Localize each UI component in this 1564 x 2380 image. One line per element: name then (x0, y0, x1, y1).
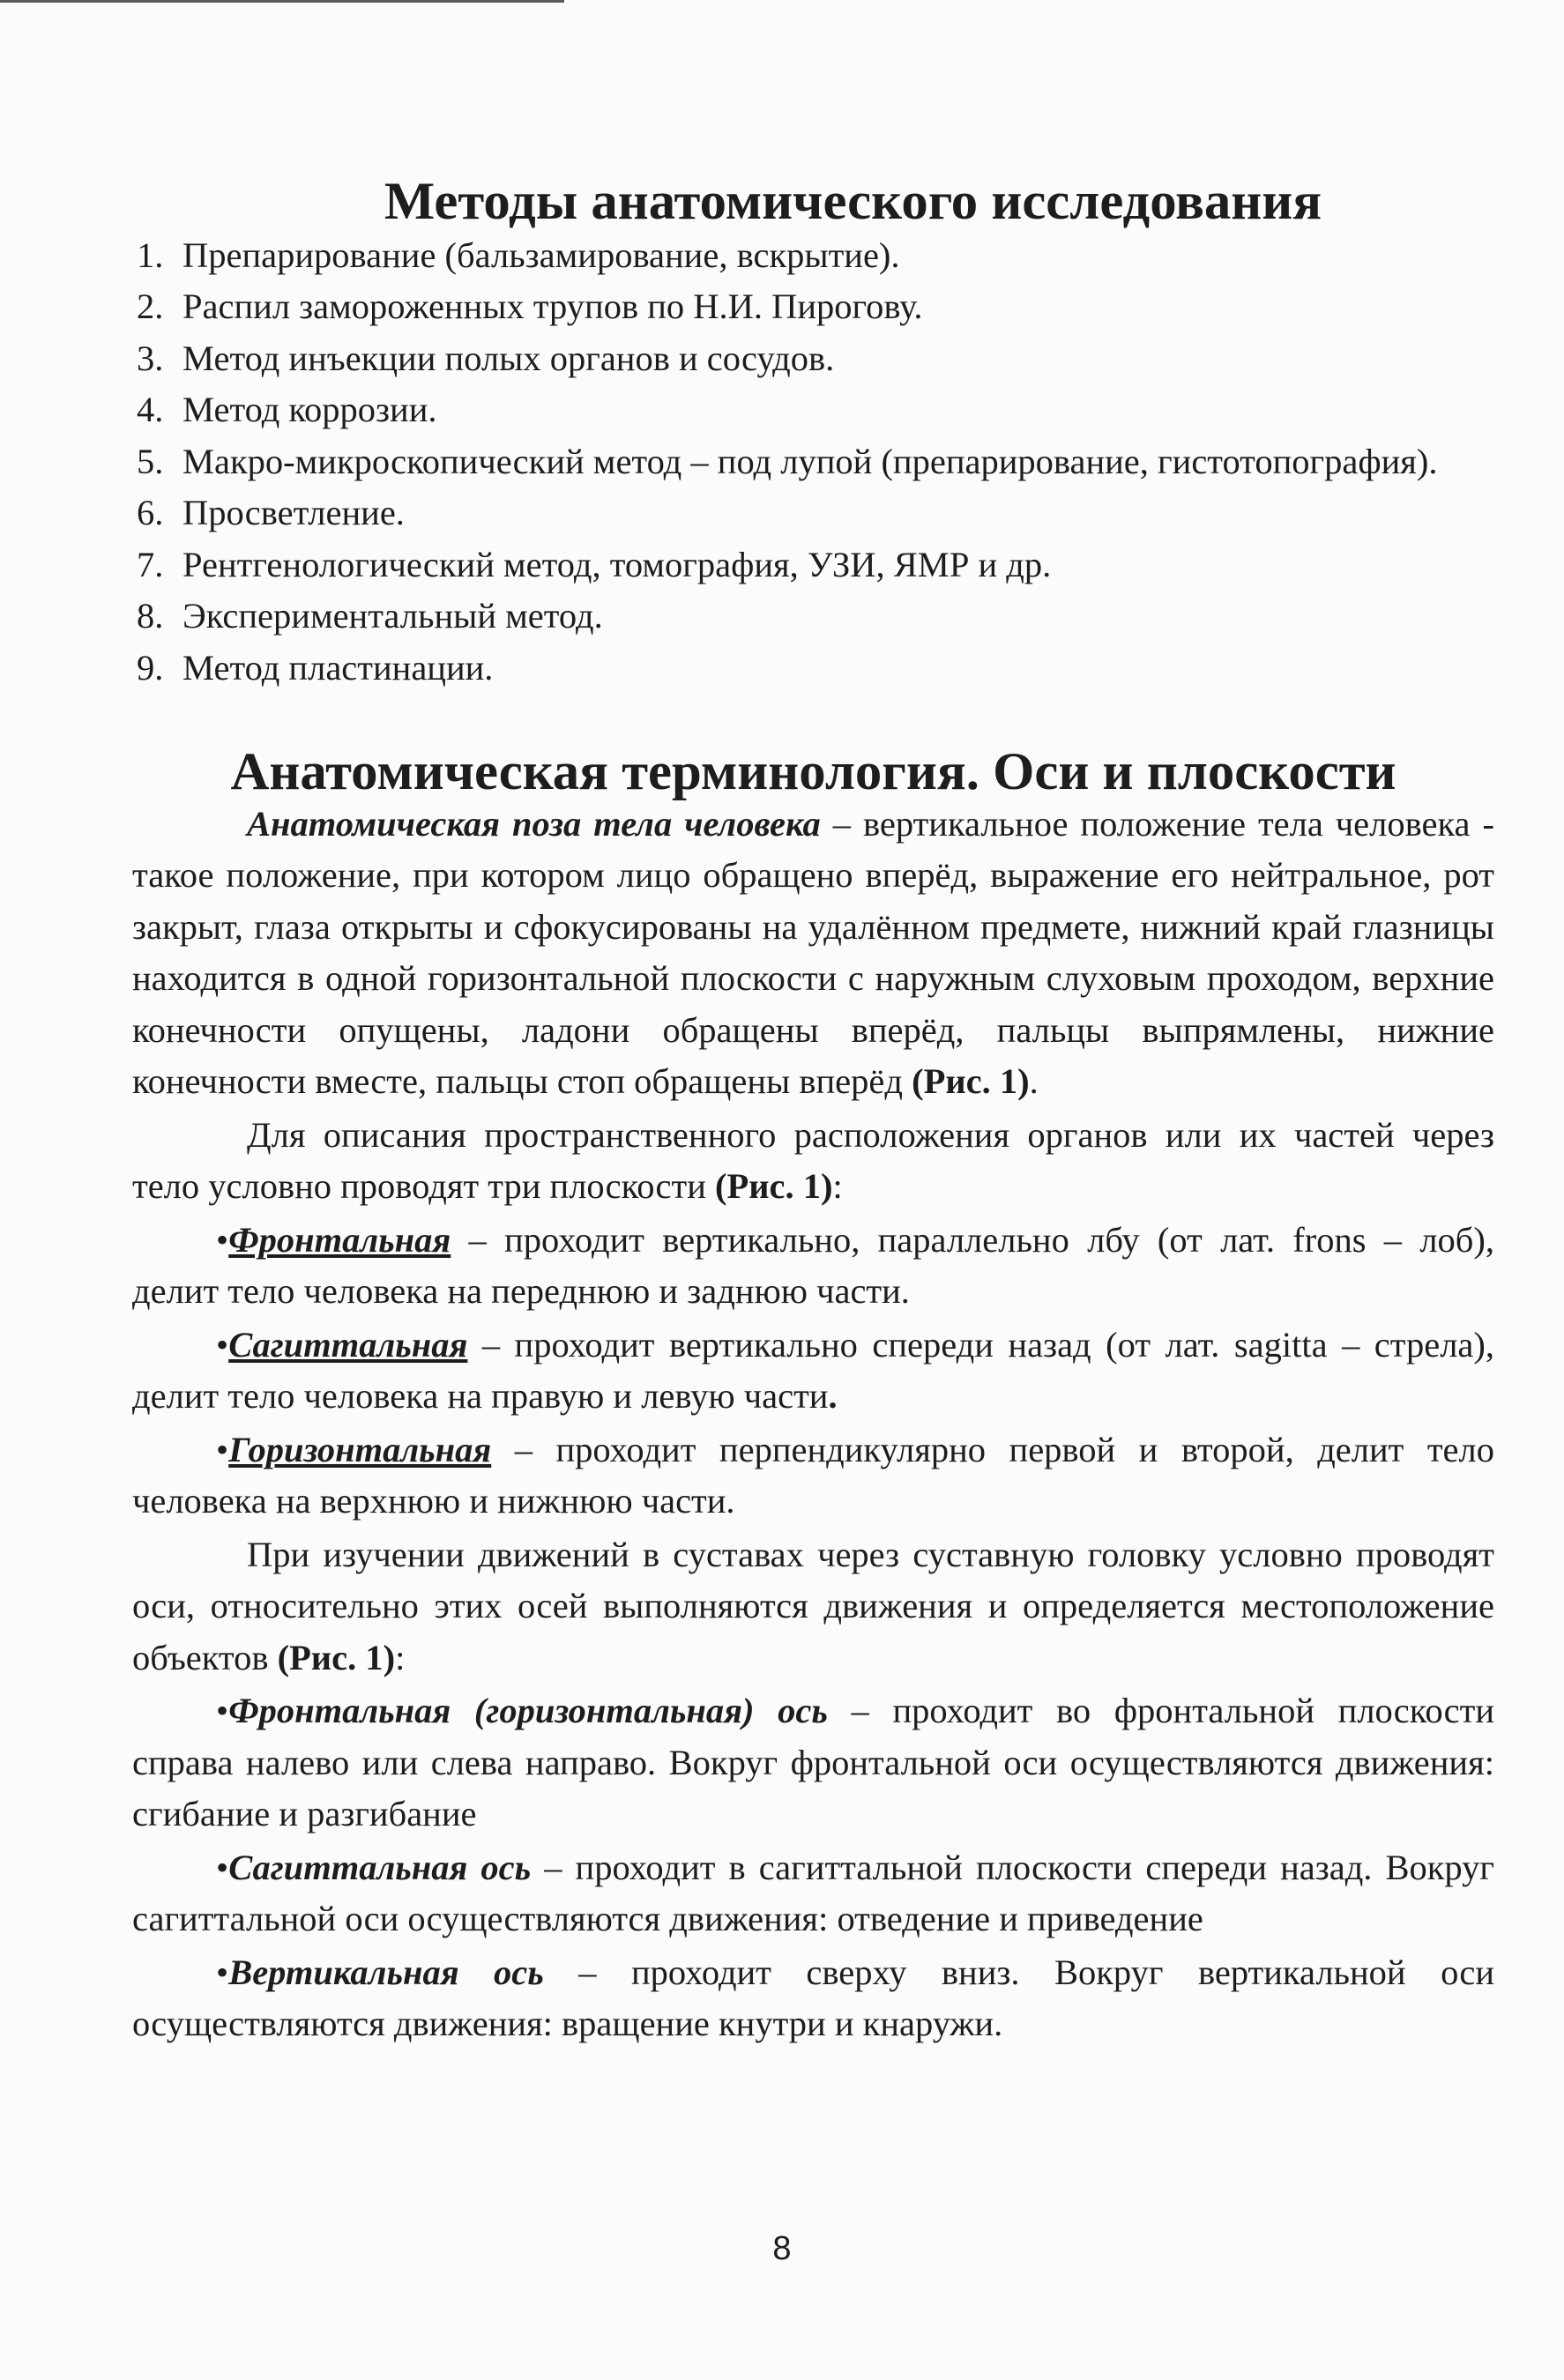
term: Вертикальная ось (228, 1952, 544, 1992)
paragraph-text: – вертикальное положение тела человека - такое положение, при котором лицо обращено вперёд, выражение его нейтральное, рот закрыт, глаза открыты и сфокусированы на удалённом предмете, нижний край глазницы находится в одной горизонтальной плоскости с наружным слуховым проходом, верхние конечности опущены, ладони обращены вперёд, пальцы выпрямлены, нижние конечности вместе, пальцы стоп обращены вперёд (132, 803, 1494, 1101)
paragraph-text: Для описания пространственного расположения органов или их частей через тело условно проводят три плоскости (132, 1114, 1494, 1206)
figure-ref: (Рис. 1) (715, 1166, 833, 1206)
paragraph-text: – проходит во фронтальной плоскости справа налево или слева направо. Вокруг фронтальной оси осуществляются движения: сгибание и разгибание (132, 1691, 1494, 1833)
page-body (132, 172, 1494, 2050)
paragraph-text: – проходит вертикально спереди назад (от лат. sagitta – стрела), делит тело человека на правую и левую части (132, 1324, 1494, 1416)
bullet-icon: • (216, 1847, 229, 1887)
item-number: 6. (137, 493, 164, 532)
axis-frontal (132, 1685, 1494, 1841)
item-text: Экспериментальный метод. (182, 596, 603, 636)
item-text: Препарирование (бальзамирование, вскрытие). (182, 234, 900, 275)
paragraph-text: При изучении движений в суставах через суставную головку условно проводят оси, относительно этих осей выполняются движения и определяется местоположение объектов (132, 1534, 1494, 1677)
bullet-icon: • (216, 1691, 229, 1730)
methods-list (132, 230, 1494, 695)
list-item (137, 384, 1494, 436)
item-text: Рентгенологический метод, томография, УЗИ, ЯМР и др. (182, 544, 1052, 584)
item-number: 1. (137, 234, 164, 275)
term: Сагиттальная (228, 1324, 468, 1365)
axis-sagittal (132, 1842, 1494, 1945)
list-item (137, 487, 1494, 539)
list-item (137, 643, 1494, 695)
punct: : (832, 1166, 843, 1206)
item-text: Распил замороженных трупов по Н.И. Пирогову. (182, 286, 923, 326)
item-number: 2. (137, 286, 164, 326)
paragraph-axes-intro (132, 1529, 1494, 1685)
item-number: 9. (137, 647, 164, 688)
axis-vertical (132, 1947, 1494, 2050)
item-number: 7. (137, 544, 164, 584)
item-text: Макро-микроскопический метод – под лупой (препарирование, гистотопография). (182, 441, 1438, 481)
figure-ref: (Рис. 1) (277, 1637, 396, 1677)
punct: . (828, 1376, 838, 1416)
item-number: 4. (137, 390, 164, 429)
item-number: 5. (137, 441, 164, 481)
bullet-icon: • (216, 1429, 229, 1469)
section-title-terminology: Анатомическая терминология. Оси и плоскости (230, 742, 1396, 801)
term: Анатомическая поза тела человека (247, 803, 821, 844)
list-item (137, 333, 1494, 385)
paragraph-planes-intro (132, 1110, 1494, 1213)
paragraph-text: – проходит сверху вниз. Вокруг вертикальной оси осуществляются движения: вращение кнутри и кнаружи. (132, 1952, 1494, 2043)
item-number: 8. (137, 596, 164, 636)
term: Горизонтальная (228, 1429, 492, 1469)
term: Фронтальная (228, 1219, 451, 1260)
list-item (137, 539, 1494, 591)
paragraph-text: – проходит перпендикулярно первой и второй, делит тело человека на верхнюю и нижнюю части. (132, 1429, 1494, 1521)
paragraph-text: – проходит вертикально, параллельно лбу (от лат. frons – лоб), делит тело человека на переднюю и заднюю части. (132, 1219, 1494, 1311)
term: Сагиттальная ось (228, 1847, 532, 1887)
term: Фронтальная (горизонтальная) ось (228, 1691, 828, 1730)
item-number: 3. (137, 338, 164, 378)
scan-edge (0, 0, 564, 3)
item-text: Просветление. (182, 493, 405, 532)
list-item (137, 591, 1494, 643)
plane-horizontal (132, 1424, 1494, 1528)
punct: : (395, 1637, 406, 1677)
item-text: Метод коррозии. (182, 390, 437, 429)
list-item (137, 230, 1494, 282)
item-text: Метод пластинации. (182, 647, 494, 688)
punct: . (1029, 1061, 1039, 1101)
bullet-icon: • (216, 1324, 229, 1365)
plane-frontal (132, 1215, 1494, 1318)
plane-sagittal (132, 1320, 1494, 1423)
figure-ref: (Рис. 1) (912, 1061, 1030, 1101)
item-text: Метод инъекции полых органов и сосудов. (182, 338, 835, 378)
paragraph-anatomical-pose (132, 799, 1494, 1108)
page-number: 8 (772, 2230, 792, 2267)
paragraph-text: – проходит в сагиттальной плоскости спереди назад. Вокруг сагиттальной оси осуществляются движения: отведение и приведение (132, 1847, 1494, 1938)
section-spacer (132, 694, 1494, 747)
section-title-methods: Методы анатомического исследования (384, 172, 1322, 231)
list-item (137, 281, 1494, 333)
bullet-icon: • (216, 1952, 229, 1992)
list-item (137, 436, 1494, 488)
bullet-icon: • (216, 1219, 229, 1260)
